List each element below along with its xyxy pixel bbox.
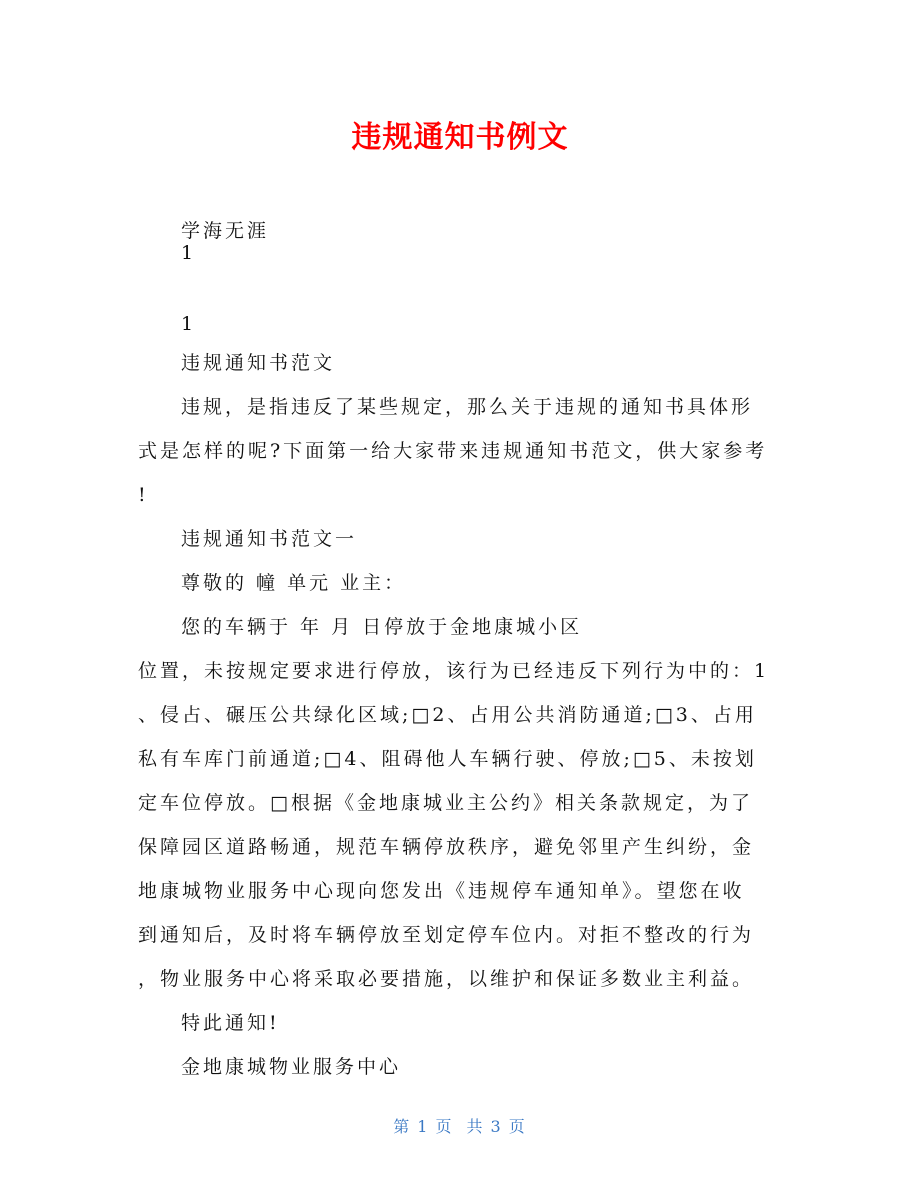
document-title: 违规通知书例文 [351,120,569,155]
text-line: 地康城物业服务中心现向您发出《违规停车通知单》。望您在收 [138,880,745,902]
footer-prefix: 第 [393,1117,412,1136]
current-page-number: 1 [417,1117,430,1136]
text-line: 式是怎样的呢?下面第一给大家带来违规通知书范文，供大家参考 [138,440,768,462]
text-line: 违规，是指违反了某些规定，那么关于违规的通知书具体形 [181,396,754,418]
signature-line: 金地康城物业服务中心 [181,1056,402,1078]
text-line: 学海无涯 [181,220,270,242]
text-line: 、侵占、碾压公共绿化区域;□2、占用公共消防通道;□3、占用 [138,704,757,726]
text-line: 1 [181,313,197,335]
section-heading: 违规通知书范文 [181,352,336,374]
footer-mid: 页 共 [435,1117,485,1136]
section-heading: 违规通知书范文一 [181,528,358,550]
total-page-number: 3 [490,1117,503,1136]
text-line: 1 [181,242,197,264]
text-line: 定车位停放。□根据《金地康城业主公约》相关条款规定，为了 [138,792,753,814]
text-line: 位置，未按规定要求进行停放，该行为已经违反下列行为中的：1 [138,660,770,682]
text-line: ! [138,484,149,506]
text-line: 您的车辆于 年 月 日停放于金地康城小区 [181,616,583,638]
footer-suffix: 页 [508,1117,527,1136]
closing-line: 特此通知! [181,1012,280,1034]
text-line: 尊敬的 幢 单元 业主： [181,572,407,594]
page-footer [0,1114,920,1137]
text-line: 到通知后，及时将车辆停放至划定停车位内。对拒不整改的行为 [138,924,755,946]
text-line: ，物业服务中心将采取必要措施，以维护和保证多数业主利益。 [138,968,755,990]
text-line: 私有车库门前通道;□4、阻碍他人车辆行驶、停放;□5、未按划 [138,748,757,770]
text-line: 保障园区道路畅通，规范车辆停放秩序，避免邻里产生纠纷，金 [138,836,755,858]
